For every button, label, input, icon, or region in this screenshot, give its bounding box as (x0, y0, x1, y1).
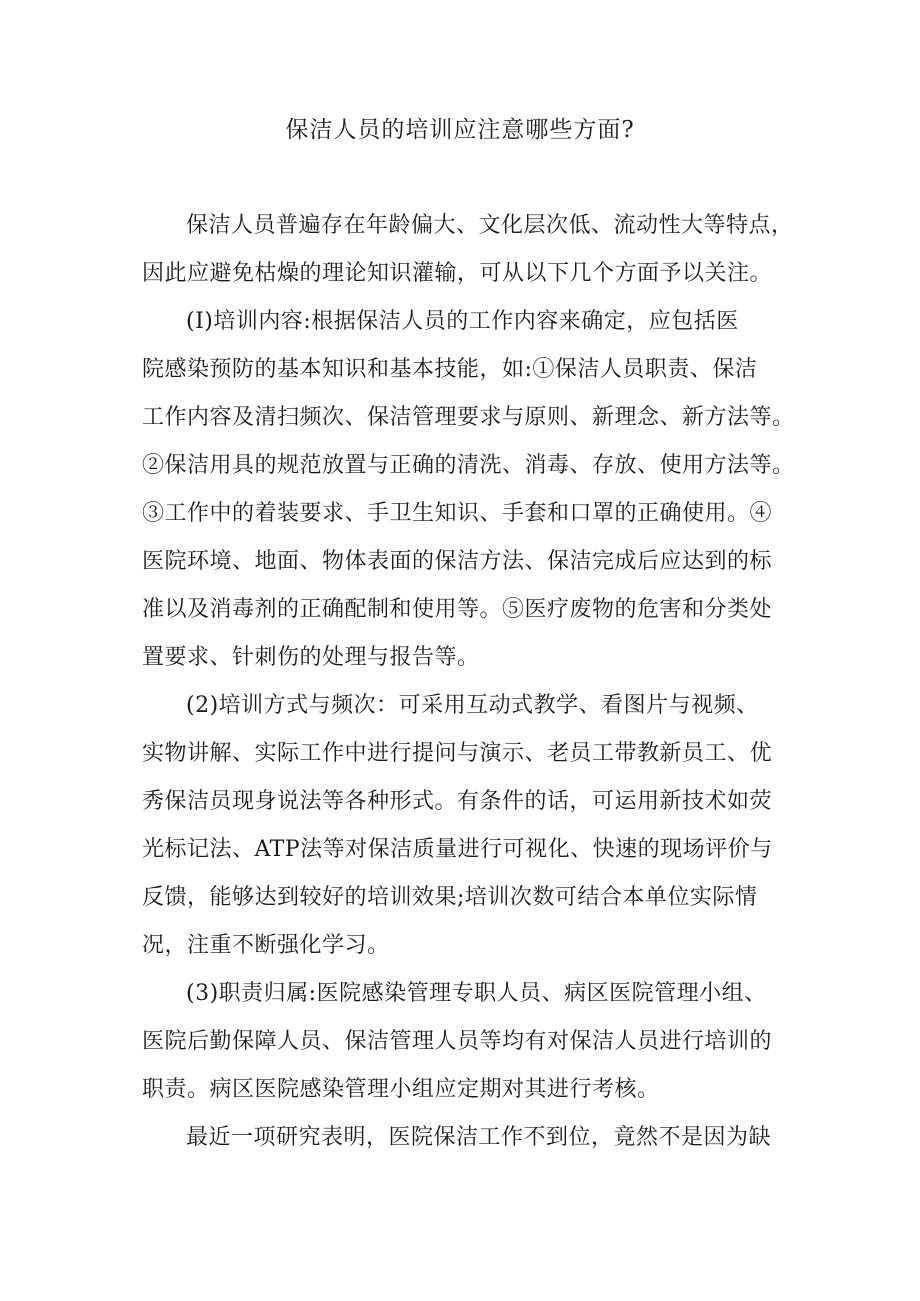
paragraph-line: 院感染预防的基本知识和基本技能，如:①保洁人员职责、保洁 (142, 357, 758, 382)
paragraph-line: (I)培训内容:根据保洁人员的工作内容来确定，应包括医 (186, 309, 739, 334)
page-title: 保洁人员的培训应注意哪些方面? (285, 117, 635, 143)
paragraph-line: 保洁人员普遍存在年龄偏大、文化层次低、流动性大等特点， (186, 213, 794, 238)
paragraph-line: (3)职责归属:医院感染管理专职人员、病区医院管理小组、 (186, 981, 767, 1006)
paragraph-line: (2)培训方式与频次：可采用互动式教学、看图片与视频、 (186, 693, 759, 718)
paragraph-line: 光标记法、ATP法等对保洁质量进行可视化、快速的现场评价与 (142, 837, 773, 862)
paragraph-line: ②保洁用具的规范放置与正确的清洗、消毒、存放、使用方法等。 (142, 453, 795, 478)
paragraph-line: 况，注重不断强化学习。 (142, 933, 390, 958)
paragraph-line: 最近一项研究表明，医院保洁工作不到位，竟然不是因为缺 (186, 1125, 772, 1150)
paragraph-line: 反馈，能够达到较好的培训效果;培训次数可结合本单位实际情 (142, 885, 758, 910)
paragraph-line: 医院环境、地面、物体表面的保洁方法、保洁完成后应达到的标 (142, 549, 773, 574)
paragraph-line: 工作内容及清扫频次、保洁管理要求与原则、新理念、新方法等。 (142, 405, 795, 430)
paragraph-line: 职责。病区医院感染管理小组应定期对其进行考核。 (142, 1077, 660, 1102)
paragraph-line: 因此应避免枯燥的理论知识灌输，可从以下几个方面予以关注。 (142, 261, 773, 286)
paragraph-line: 实物讲解、实际工作中进行提问与演示、老员工带教新员工、优 (142, 741, 773, 766)
paragraph-line: 准以及消毒剂的正确配制和使用等。⑤医疗废物的危害和分类处 (142, 597, 773, 622)
paragraph-line: 秀保洁员现身说法等各种形式。有条件的话，可运用新技术如荧 (142, 789, 773, 814)
paragraph-line: 置要求、针刺伤的处理与报告等。 (142, 645, 480, 670)
paragraph-line: 医院后勤保障人员、保洁管理人员等均有对保洁人员进行培训的 (142, 1029, 773, 1054)
paragraph-line: ③工作中的着装要求、手卫生知识、手套和口罩的正确使用。④ (142, 501, 773, 526)
